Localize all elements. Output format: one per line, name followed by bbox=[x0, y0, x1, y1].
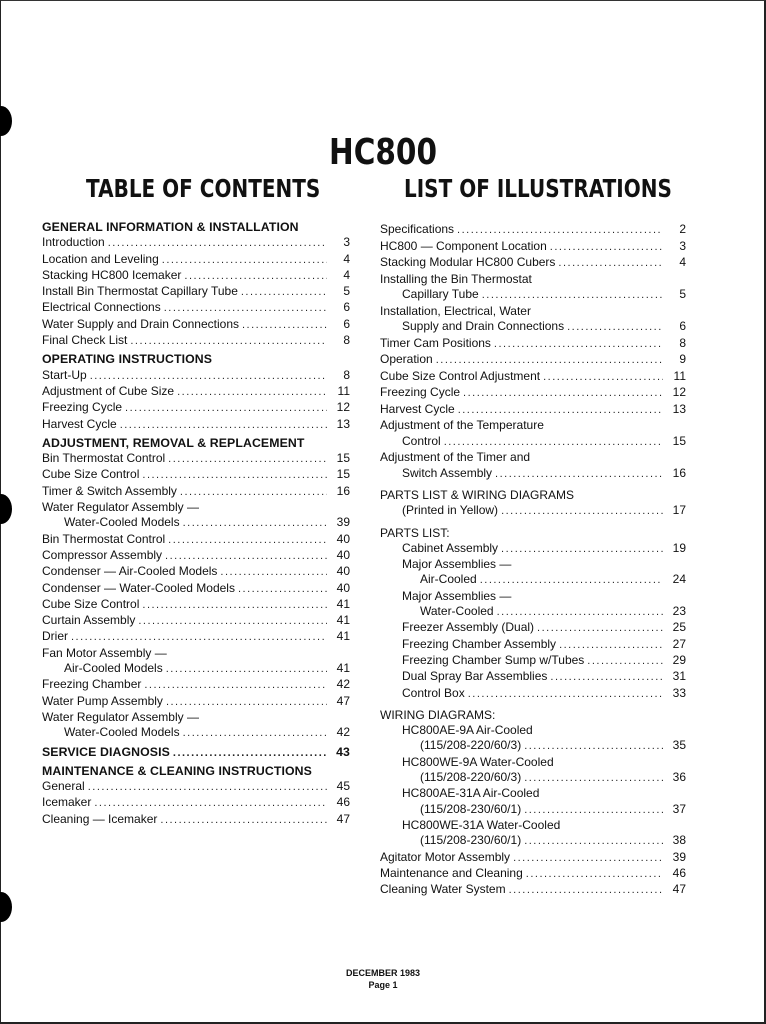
entry-page-number: 27 bbox=[672, 636, 686, 651]
entry-label-line: Fan Motor Assembly — bbox=[42, 645, 167, 660]
entry-page-number: 36 bbox=[672, 770, 686, 785]
entry-label: Freezing Chamber bbox=[42, 677, 142, 692]
entry-page-number: 25 bbox=[672, 620, 686, 635]
list-item[interactable] bbox=[42, 515, 350, 531]
entry-page-number: 41 bbox=[336, 661, 350, 676]
entry-label: Cleaning Water System bbox=[380, 882, 506, 897]
entry-label: Adjustment of Cube Size bbox=[42, 383, 175, 398]
list-item[interactable] bbox=[42, 564, 350, 580]
list-item[interactable] bbox=[380, 850, 686, 866]
dot-leader bbox=[160, 813, 327, 828]
dot-leader bbox=[457, 223, 663, 239]
list-item[interactable] bbox=[42, 368, 350, 384]
entry-page-number: 4 bbox=[679, 255, 686, 269]
dot-leader bbox=[94, 796, 327, 811]
list-item[interactable] bbox=[42, 812, 350, 828]
entry-label: Air-Cooled Models bbox=[64, 661, 163, 676]
entry-label: Control bbox=[402, 433, 441, 448]
document-title: HC800 bbox=[328, 132, 437, 173]
list-item[interactable] bbox=[42, 400, 350, 416]
entry-page-number: 12 bbox=[672, 385, 686, 399]
list-item[interactable] bbox=[380, 572, 686, 588]
dot-leader bbox=[162, 253, 327, 268]
section-heading: GENERAL INFORMATION & INSTALLATION bbox=[42, 220, 299, 234]
entry-page-number: 17 bbox=[672, 503, 686, 518]
entry-label: Freezing Cycle bbox=[42, 400, 123, 415]
dot-leader bbox=[173, 746, 327, 761]
entry-label-line: Installation, Electrical, Water bbox=[380, 303, 531, 318]
dot-leader bbox=[480, 573, 663, 588]
entry-page-number: 45 bbox=[336, 779, 350, 794]
dot-leader bbox=[183, 516, 327, 531]
entry-label: Electrical Connections bbox=[42, 300, 161, 315]
list-item[interactable] bbox=[42, 613, 350, 629]
entry-page-number: 6 bbox=[679, 319, 686, 333]
entry-label-line: Major Assemblies — bbox=[402, 588, 512, 603]
list-item[interactable] bbox=[42, 268, 350, 284]
entry-label: Cube Size Control Adjustment bbox=[380, 368, 541, 383]
dot-leader bbox=[558, 256, 663, 272]
entry-label-line: Water Regulator Assembly — bbox=[42, 500, 199, 515]
entry-label: Curtain Assembly bbox=[42, 613, 136, 628]
dot-leader bbox=[144, 678, 327, 693]
entry-page-number: 47 bbox=[336, 811, 350, 826]
entry-page-number: 8 bbox=[679, 335, 686, 350]
entry-label-line: HC800WE-9A Water-Cooled bbox=[402, 754, 554, 769]
list-item[interactable] bbox=[380, 604, 686, 620]
dot-leader bbox=[241, 285, 327, 300]
entry-label: Operation bbox=[380, 352, 433, 366]
footer-page-number: Page 1 bbox=[368, 980, 398, 990]
entry-page-number: 4 bbox=[343, 251, 350, 266]
entry-page-number: 40 bbox=[336, 547, 350, 562]
section-heading: OPERATING INSTRUCTIONS bbox=[42, 352, 213, 367]
entry-page-number: 41 bbox=[336, 596, 350, 611]
entry-label-line: Adjustment of the Timer and bbox=[380, 450, 531, 464]
entry-label: Dual Spray Bar Assemblies bbox=[402, 669, 548, 684]
entry-page-number: 47 bbox=[336, 693, 350, 708]
dot-leader bbox=[509, 883, 663, 898]
dot-leader bbox=[482, 288, 663, 304]
entry-label: Start-Up bbox=[42, 367, 87, 382]
list-item[interactable] bbox=[42, 235, 350, 251]
entry-label: Cube Size Control bbox=[42, 596, 140, 611]
dot-leader bbox=[71, 630, 327, 645]
entry-page-number: 41 bbox=[336, 629, 350, 644]
entry-label: Agitator Motor Assembly bbox=[380, 849, 511, 864]
dot-leader bbox=[242, 318, 327, 333]
entry-page-number: 29 bbox=[672, 652, 686, 667]
entry-label: Supply and Drain Connections bbox=[402, 319, 565, 333]
entry-label: Compressor Assembly bbox=[42, 547, 163, 562]
entry-page-number: 40 bbox=[336, 564, 350, 579]
dot-leader bbox=[436, 353, 663, 369]
entry-label: (Printed in Yellow) bbox=[402, 503, 499, 518]
entry-page-number: 5 bbox=[679, 287, 686, 301]
list-item[interactable] bbox=[380, 352, 686, 369]
entry-label-line: Installing the Bin Thermostat bbox=[380, 271, 532, 286]
entry-label: Air-Cooled bbox=[420, 572, 477, 587]
list-item[interactable] bbox=[380, 637, 686, 653]
list-item[interactable] bbox=[42, 548, 350, 564]
list-item[interactable] bbox=[380, 833, 686, 849]
entry-page-number: 15 bbox=[672, 433, 686, 448]
entry-label: General bbox=[42, 779, 85, 794]
entry-label: Water-Cooled bbox=[420, 604, 494, 619]
entry-label: Introduction bbox=[42, 235, 105, 250]
entry-label-line: HC800AE-31A Air-Cooled bbox=[402, 786, 540, 801]
list-item[interactable] bbox=[380, 402, 686, 419]
entry-page-number: 3 bbox=[679, 238, 686, 253]
entry-label: Location and Leveling bbox=[42, 251, 159, 266]
dot-leader bbox=[524, 771, 663, 786]
dot-leader bbox=[463, 386, 663, 402]
dot-leader bbox=[180, 485, 327, 500]
dot-leader bbox=[168, 452, 327, 467]
list-item[interactable] bbox=[380, 541, 686, 557]
dot-leader bbox=[567, 320, 663, 336]
entry-label: Capillary Tube bbox=[402, 287, 479, 301]
parts-wiring-heading: PARTS LIST & WIRING DIAGRAMS bbox=[380, 488, 575, 502]
entry-page-number: 2 bbox=[679, 222, 686, 236]
list-item[interactable] bbox=[380, 239, 686, 256]
entry-label-line: HC800WE-31A Water-Cooled bbox=[402, 817, 561, 832]
table-of-contents bbox=[42, 220, 350, 828]
list-item[interactable] bbox=[42, 384, 350, 400]
list-item[interactable] bbox=[380, 222, 686, 239]
dot-leader bbox=[537, 621, 663, 636]
toc-heading: TABLE OF CONTENTS bbox=[86, 174, 321, 203]
dot-leader bbox=[444, 435, 663, 451]
list-item[interactable] bbox=[42, 252, 350, 268]
list-item[interactable] bbox=[380, 434, 686, 451]
list-item[interactable] bbox=[42, 694, 350, 710]
list-item[interactable] bbox=[42, 284, 350, 300]
dot-leader bbox=[142, 468, 327, 483]
entry-page-number: 38 bbox=[672, 833, 686, 848]
section-heading: MAINTENANCE & CLEANING INSTRUCTIONS bbox=[42, 763, 312, 778]
entry-page-number: 40 bbox=[336, 531, 350, 546]
list-item[interactable] bbox=[380, 882, 686, 898]
entry-page-number: 39 bbox=[672, 849, 686, 864]
entry-label: Harvest Cycle bbox=[42, 416, 117, 431]
list-item[interactable] bbox=[380, 866, 686, 882]
list-item[interactable] bbox=[380, 336, 686, 353]
entry-label: SERVICE DIAGNOSIS bbox=[42, 744, 170, 759]
dot-leader bbox=[513, 851, 663, 866]
list-item[interactable] bbox=[380, 738, 686, 754]
list-item[interactable] bbox=[380, 503, 686, 519]
section-heading-row[interactable] bbox=[42, 745, 350, 761]
entry-label: Stacking Modular HC800 Cubers bbox=[380, 255, 556, 269]
entry-page-number: 11 bbox=[673, 368, 686, 383]
dot-leader bbox=[587, 654, 663, 669]
list-item[interactable] bbox=[42, 795, 350, 811]
dot-leader bbox=[543, 370, 663, 386]
entry-label: Cleaning — Icemaker bbox=[42, 811, 158, 826]
entry-page-number: 3 bbox=[343, 235, 350, 250]
entry-label-line: HC800AE-9A Air-Cooled bbox=[402, 723, 533, 738]
entry-page-number: 16 bbox=[336, 483, 350, 498]
list-item[interactable] bbox=[42, 484, 350, 500]
list-item[interactable] bbox=[380, 319, 686, 336]
entry-page-number: 41 bbox=[336, 613, 350, 628]
list-item[interactable] bbox=[380, 770, 686, 786]
entry-page-number: 6 bbox=[343, 300, 350, 315]
entry-label: Stacking HC800 Icemaker bbox=[42, 267, 182, 282]
entry-page-number: 46 bbox=[336, 795, 350, 810]
dot-leader bbox=[90, 369, 327, 384]
entry-page-number: 13 bbox=[672, 401, 686, 416]
entry-label: Water-Cooled Models bbox=[64, 725, 180, 740]
list-item[interactable] bbox=[380, 466, 686, 483]
list-item[interactable] bbox=[42, 300, 350, 316]
list-of-illustrations bbox=[380, 222, 686, 898]
wiring-diagrams-heading: WIRING DIAGRAMS: bbox=[380, 707, 496, 722]
entry-label: Bin Thermostat Control bbox=[42, 531, 166, 546]
list-item[interactable] bbox=[380, 287, 686, 304]
list-item[interactable] bbox=[380, 653, 686, 669]
entry-label: Switch Assembly bbox=[402, 465, 493, 480]
dot-leader bbox=[142, 598, 327, 613]
entry-label-line: Water Regulator Assembly — bbox=[42, 709, 199, 724]
entry-page-number: 8 bbox=[343, 367, 350, 382]
entry-label: Cube Size Control bbox=[42, 467, 140, 482]
entry-page-number: 42 bbox=[336, 725, 350, 740]
dot-leader bbox=[526, 867, 663, 882]
entry-page-number: 46 bbox=[672, 865, 686, 880]
dot-leader bbox=[88, 780, 327, 795]
entry-label: Freezer Assembly (Dual) bbox=[402, 620, 535, 635]
dot-leader bbox=[220, 565, 327, 580]
entry-label: Water-Cooled Models bbox=[64, 515, 180, 530]
entry-label: Condenser — Water-Cooled Models bbox=[42, 580, 235, 595]
dot-leader bbox=[468, 687, 663, 702]
entry-page-number: 33 bbox=[672, 685, 686, 700]
entry-label: Water Pump Assembly bbox=[42, 693, 163, 708]
entry-page-number: 24 bbox=[672, 572, 686, 587]
list-item[interactable] bbox=[380, 255, 686, 272]
entry-page-number: 8 bbox=[343, 333, 350, 348]
parts-list-heading: PARTS LIST: bbox=[380, 525, 450, 540]
entry-page-number: 4 bbox=[343, 267, 350, 282]
list-item[interactable] bbox=[42, 581, 350, 597]
dot-leader bbox=[495, 467, 663, 483]
dot-leader bbox=[497, 605, 663, 620]
entry-page-number: 15 bbox=[336, 451, 350, 466]
dot-leader bbox=[494, 337, 663, 353]
section-heading: ADJUSTMENT, REMOVAL & REPLACEMENT bbox=[42, 435, 305, 450]
entry-label: (115/208-220/60/3) bbox=[420, 738, 522, 753]
entry-label: Drier bbox=[42, 629, 68, 644]
entry-label: Freezing Chamber Assembly bbox=[402, 636, 557, 651]
dot-leader bbox=[524, 803, 663, 818]
entry-label: (115/208-220/60/3) bbox=[420, 770, 522, 785]
entry-label: Harvest Cycle bbox=[380, 401, 455, 416]
list-item[interactable] bbox=[42, 677, 350, 693]
entry-label: Final Check List bbox=[42, 333, 128, 348]
dot-leader bbox=[183, 726, 327, 741]
entry-label: Install Bin Thermostat Capillary Tube bbox=[42, 284, 238, 299]
entry-page-number: 12 bbox=[336, 400, 350, 415]
entry-page-number: 31 bbox=[672, 669, 686, 684]
entry-label: Condenser — Air-Cooled Models bbox=[42, 564, 218, 579]
entry-page-number: 6 bbox=[343, 316, 350, 331]
list-item[interactable] bbox=[380, 385, 686, 402]
list-item[interactable] bbox=[42, 779, 350, 795]
footer-date: DECEMBER 1983 bbox=[345, 968, 421, 978]
entry-label: Cabinet Assembly bbox=[402, 540, 499, 555]
dot-leader bbox=[501, 504, 663, 519]
list-item[interactable] bbox=[380, 686, 686, 702]
list-item[interactable] bbox=[42, 333, 350, 349]
dot-leader bbox=[108, 236, 327, 251]
list-item[interactable] bbox=[42, 317, 350, 333]
entry-page-number: 42 bbox=[336, 677, 350, 692]
dot-leader bbox=[458, 403, 663, 419]
entry-page-number: 40 bbox=[336, 580, 350, 595]
entry-page-number: 23 bbox=[672, 604, 686, 619]
entry-label: Freezing Chamber Sump w/Tubes bbox=[402, 652, 585, 667]
entry-page-number: 39 bbox=[336, 515, 350, 530]
list-item[interactable] bbox=[42, 417, 350, 433]
dot-leader bbox=[550, 670, 663, 685]
entry-page-number: 43 bbox=[336, 744, 350, 759]
dot-leader bbox=[168, 533, 327, 548]
list-item[interactable] bbox=[380, 369, 686, 386]
entry-page-number: 35 bbox=[672, 738, 686, 753]
entry-label: Timer Cam Positions bbox=[380, 335, 491, 350]
dot-leader bbox=[184, 269, 327, 284]
entry-label: Water Supply and Drain Connections bbox=[42, 316, 239, 331]
entry-page-number: 13 bbox=[336, 416, 350, 431]
list-item[interactable] bbox=[380, 669, 686, 685]
list-item[interactable] bbox=[42, 467, 350, 483]
dot-leader bbox=[550, 240, 663, 256]
dot-leader bbox=[177, 385, 327, 400]
entry-label: Freezing Cycle bbox=[380, 385, 461, 399]
entry-page-number: 9 bbox=[679, 352, 686, 366]
dot-leader bbox=[120, 418, 327, 433]
list-item[interactable] bbox=[42, 661, 350, 677]
entry-page-number: 47 bbox=[672, 882, 686, 897]
dot-leader bbox=[166, 662, 327, 677]
list-item[interactable] bbox=[42, 451, 350, 467]
entry-label: (115/208-230/60/1) bbox=[420, 801, 522, 816]
entry-label: Control Box bbox=[402, 685, 465, 700]
list-item[interactable] bbox=[42, 725, 350, 741]
entry-label: HC800 — Component Location bbox=[380, 238, 547, 253]
entry-page-number: 11 bbox=[337, 383, 350, 398]
dot-leader bbox=[138, 614, 327, 629]
list-item[interactable] bbox=[380, 802, 686, 818]
entry-label: Specifications bbox=[380, 222, 455, 236]
entry-label: Bin Thermostat Control bbox=[42, 451, 166, 466]
dot-leader bbox=[524, 834, 663, 849]
list-item[interactable] bbox=[42, 597, 350, 613]
dot-leader bbox=[238, 582, 327, 597]
entry-page-number: 5 bbox=[343, 284, 350, 299]
entry-page-number: 37 bbox=[672, 801, 686, 816]
entry-label: Maintenance and Cleaning bbox=[380, 865, 523, 880]
entry-page-number: 15 bbox=[336, 467, 350, 482]
illustrations-heading: LIST OF ILLUSTRATIONS bbox=[404, 174, 672, 203]
dot-leader bbox=[165, 549, 327, 564]
dot-leader bbox=[164, 301, 327, 316]
dot-leader bbox=[559, 638, 663, 653]
dot-leader bbox=[524, 739, 663, 754]
list-item[interactable] bbox=[380, 620, 686, 636]
dot-leader bbox=[166, 695, 327, 710]
entry-page-number: 16 bbox=[672, 465, 686, 480]
list-item[interactable] bbox=[42, 629, 350, 645]
entry-label: Timer & Switch Assembly bbox=[42, 483, 177, 498]
entry-label-line: Adjustment of the Temperature bbox=[380, 418, 544, 432]
entry-page-number: 19 bbox=[672, 540, 686, 555]
list-item[interactable] bbox=[42, 532, 350, 548]
entry-label-line: Major Assemblies — bbox=[402, 557, 512, 572]
entry-label: (115/208-230/60/1) bbox=[420, 833, 522, 848]
dot-leader bbox=[501, 542, 663, 557]
dot-leader bbox=[130, 334, 327, 349]
dot-leader bbox=[125, 401, 327, 416]
entry-label: Icemaker bbox=[42, 795, 92, 810]
